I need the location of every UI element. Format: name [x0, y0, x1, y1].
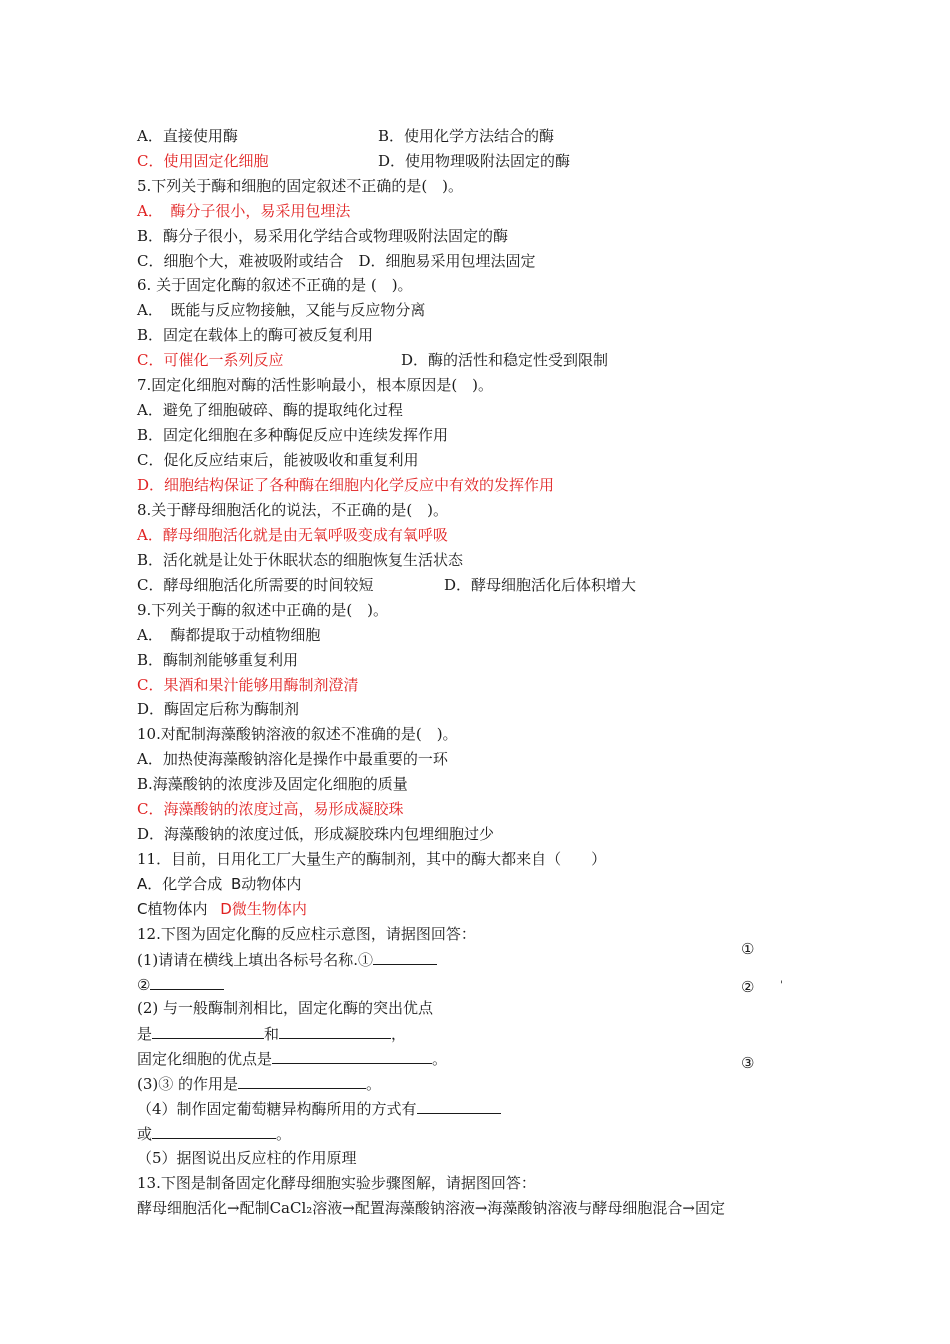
answer-blank-6[interactable] [238, 1074, 366, 1089]
q12-part4-or-text: 或 [137, 1125, 153, 1143]
q6-stem: 6. 关于固定化酶的叙述不正确的是 ( )。 [137, 276, 413, 294]
q7-stem: 7.固定化细胞对酶的活性影响最小，根本原因是( )。 [137, 376, 494, 394]
q6-option-b: B．固定在载体上的酶可被反复利用 [137, 326, 374, 344]
q6-option-c: C．可催化一系列反应 [137, 351, 284, 369]
q10-option-c: C．海藻酸钠的浓度过高，易形成凝胶珠 [137, 800, 404, 818]
answer-blank-2[interactable] [150, 975, 224, 990]
q9-option-b: B．酶制剂能够重复利用 [137, 651, 299, 669]
q6-option-a: A． 既能与反应物接触，又能与反应物分离 [137, 301, 426, 319]
q6-option-d: D．酶的活性和稳定性受到限制 [401, 351, 609, 369]
q7-option-a: A．避免了细胞破碎、酶的提取纯化过程 [137, 401, 403, 419]
q12-part2-comma: ， [391, 1025, 407, 1043]
q10-option-b: B.海藻酸钠的浓度涉及固定化细胞的质量 [137, 775, 408, 793]
answer-blank-3[interactable] [152, 1024, 264, 1039]
q12-part2-is: 是 [137, 1025, 153, 1043]
q12-part4 [137, 1099, 501, 1118]
q8-option-a: A．酵母细胞活化就是由无氧呼吸变成有氧呼吸 [137, 526, 448, 544]
figure-marker-3: ③ [741, 1054, 755, 1072]
q11-option-d: D微生物体内 [220, 900, 307, 918]
q13-stem: 13.下图是制备固定化酵母细胞实验步骤图解，请据图回答： [137, 1174, 536, 1192]
q12-cell-advantage [137, 1049, 447, 1068]
q12-part1-b-text: ② [137, 976, 151, 994]
q9-stem: 9.下列关于酶的叙述中正确的是( )。 [137, 601, 389, 619]
q8-option-c: C．酵母细胞活化所需要的时间较短 [137, 576, 374, 594]
q8-stem: 8.关于酵母细胞活化的说法，不正确的是( )。 [137, 501, 449, 519]
q11-option-c: C植物体内 [137, 900, 208, 918]
q12-part2: (2) 与一般酶制剂相比，固定化酶的突出优点 [137, 999, 434, 1017]
q9-option-a: A． 酶都提取于动植物细胞 [137, 626, 321, 644]
q12-part2-and: 和 [264, 1025, 280, 1043]
q7-option-d: D．细胞结构保证了各种酶在细胞内化学反应中有效的发挥作用 [137, 476, 555, 494]
q12-cell-advantage-end: 。 [432, 1050, 448, 1068]
q8-options-cd [137, 576, 637, 594]
q8-option-b: B．活化就是让处于休眠状态的细胞恢复生活状态 [137, 551, 464, 569]
q4-options-ab [137, 127, 555, 145]
q7-option-c: C．促化反应结束后，能被吸收和重复利用 [137, 451, 419, 469]
answer-blank-5[interactable] [272, 1049, 432, 1064]
q5-option-b: B．酶分子很小，易采用化学结合或物理吸附法固定的酶 [137, 227, 509, 245]
q12-cell-advantage-text: 固定化细胞的优点是 [137, 1050, 273, 1068]
answer-blank-4[interactable] [279, 1024, 391, 1039]
q4-option-b: B．使用化学方法结合的酶 [378, 127, 555, 145]
q4-option-c: C．使用固定化细胞 [137, 152, 269, 170]
q7-option-b: B．固定化细胞在多种酶促反应中连续发挥作用 [137, 426, 449, 444]
q11-options-ab [137, 875, 301, 893]
q12-part2-blanks [137, 1024, 406, 1043]
q10-stem: 10.对配制海藻酸钠溶液的叙述不准确的是( )。 [137, 725, 458, 743]
figure-marker-1: ① [741, 940, 755, 958]
q11-options-cd [137, 900, 307, 918]
figure-tick: ' [780, 980, 783, 991]
q10-option-d: D．海藻酸钠的浓度过低，形成凝胶珠内包埋细胞过少 [137, 825, 495, 843]
q5-option-a: A． 酶分子很小，易采用包埋法 [137, 202, 351, 220]
q11-option-b: B动物体内 [231, 875, 302, 893]
q9-option-c: C．果酒和果汁能够用酶制剂澄清 [137, 676, 359, 694]
q4-option-d: D．使用物理吸附法固定的酶 [378, 152, 571, 170]
q12-part1-b [137, 975, 224, 994]
q9-option-d: D．酶固定后称为酶制剂 [137, 700, 300, 718]
q12-part1-text: (1)请请在横线上填出各标号名称.① [137, 951, 374, 969]
q12-part4-end: 。 [276, 1125, 292, 1143]
figure-marker-2: ② [741, 978, 755, 996]
q12-part3 [137, 1074, 381, 1093]
q6-options-cd [137, 351, 609, 369]
q4-options-cd [137, 152, 571, 170]
q5-option-cd: C．细胞个大，难被吸附或结合 D．细胞易采用包埋法固定 [137, 252, 536, 270]
q8-option-d: D．酵母细胞活化后体积增大 [444, 576, 637, 594]
q11-stem: 11．目前，日用化工厂大量生产的酶制剂，其中的酶大都来自（ ） [137, 850, 607, 868]
q12-part4-text: （4）制作固定葡萄糖异构酶所用的方式有 [137, 1100, 417, 1118]
q12-part3-text: (3)③ 的作用是 [137, 1075, 239, 1093]
q4-option-a: A．直接使用酶 [137, 127, 238, 145]
q13-steps: 酵母细胞活化→配制CaCl₂溶液→配置海藻酸钠溶液→海藻酸钠溶液与酵母细胞混合→固定 [137, 1199, 725, 1217]
answer-blank-7[interactable] [417, 1099, 501, 1114]
answer-blank-8[interactable] [152, 1124, 276, 1139]
q12-part3-end: 。 [366, 1075, 382, 1093]
q12-part5: （5）据图说出反应柱的作用原理 [137, 1149, 357, 1167]
answer-blank-1[interactable] [373, 950, 437, 965]
q5-stem: 5.下列关于酶和细胞的固定叙述不正确的是( )。 [137, 177, 464, 195]
q12-part1 [137, 950, 437, 969]
q11-option-a: A．化学合成 [137, 875, 223, 893]
q12-part4-or [137, 1124, 291, 1143]
q10-option-a: A．加热使海藻酸钠溶化是操作中最重要的一环 [137, 750, 448, 768]
q12-stem: 12.下图为固定化酶的反应柱示意图，请据图回答： [137, 925, 476, 943]
